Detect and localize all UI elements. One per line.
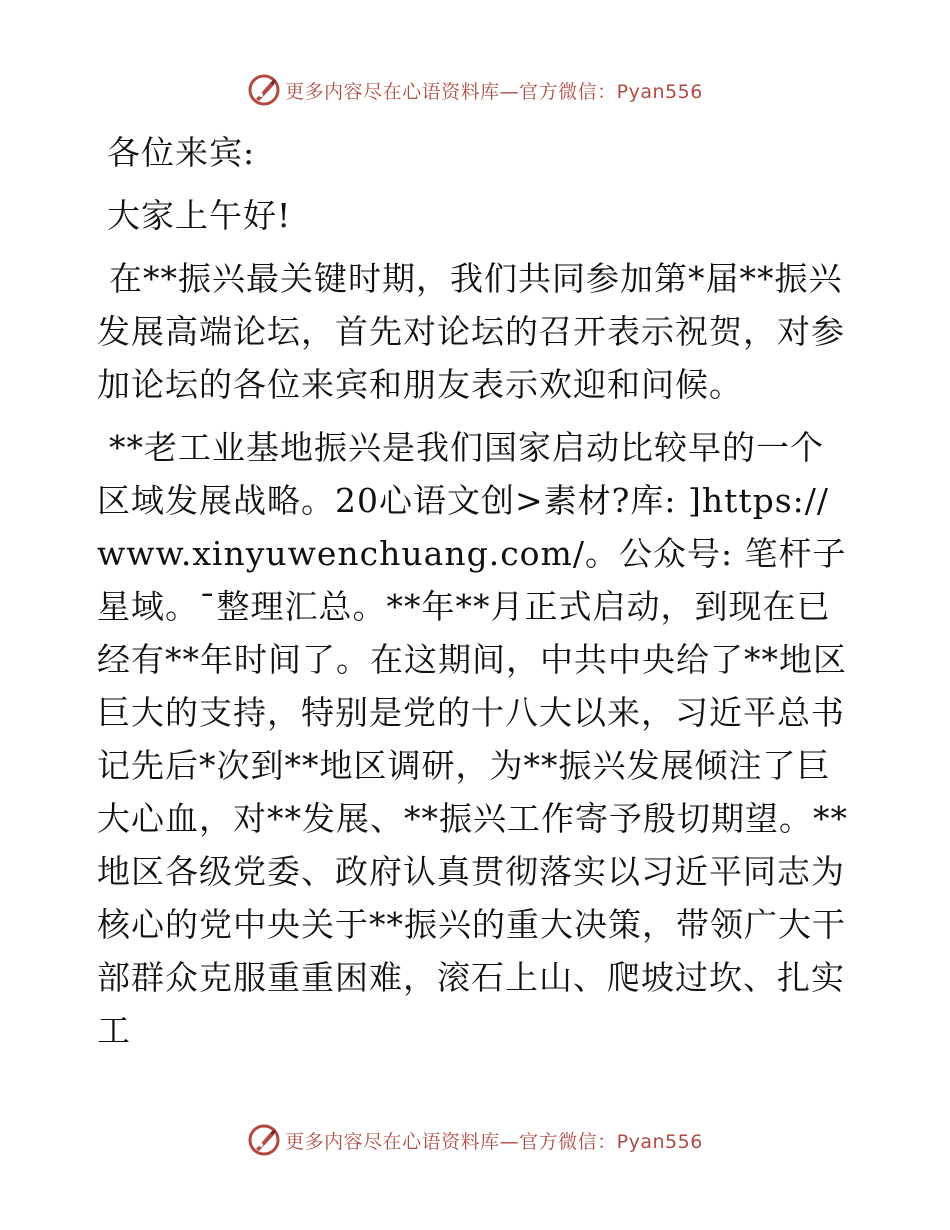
header-banner (0, 70, 950, 110)
greeting: 大家上午好! (107, 196, 292, 235)
paragraph-body: **老工业基地振兴是我们国家启动比较早的一个区域发展战略。20心语文创>素材?库: ]https://www.xinyuwenchuang.com/。公众号: 笔杆子星域。¯整理汇总。**年**月正式启动，到现在已经有**年时间了。在这期间，中共中央给了**地区巨大的支持，特别是党的十八大以来，习近平总书记先后*次到**地区调研，为**振兴发展倾注了巨大心血，对**发展、**振兴工作寄予殷切期望。**地区各级党委、政府认真贯彻落实以习近平同志为核心的党中央关于**振兴的重大决策，带领广大干部群众克服重重困难，滚石上山、爬坡过坎、扎实工 (97, 428, 848, 1050)
document-body (97, 126, 857, 1061)
footer-banner (0, 1120, 950, 1160)
quill-pen-icon (247, 1123, 281, 1157)
header-banner-text: 更多内容尽在心语资料库—官方微信：Pyan556 (285, 80, 703, 103)
quill-pen-icon (247, 73, 281, 107)
salutation: 各位来宾: (107, 133, 256, 172)
footer-banner-text: 更多内容尽在心语资料库—官方微信：Pyan556 (285, 1130, 703, 1153)
paragraph-intro: 在**振兴最关键时期，我们共同参加第*届**振兴发展高端论坛，首先对论坛的召开表示祝贺，对参加论坛的各位来宾和朋友表示欢迎和问候。 (97, 259, 845, 404)
